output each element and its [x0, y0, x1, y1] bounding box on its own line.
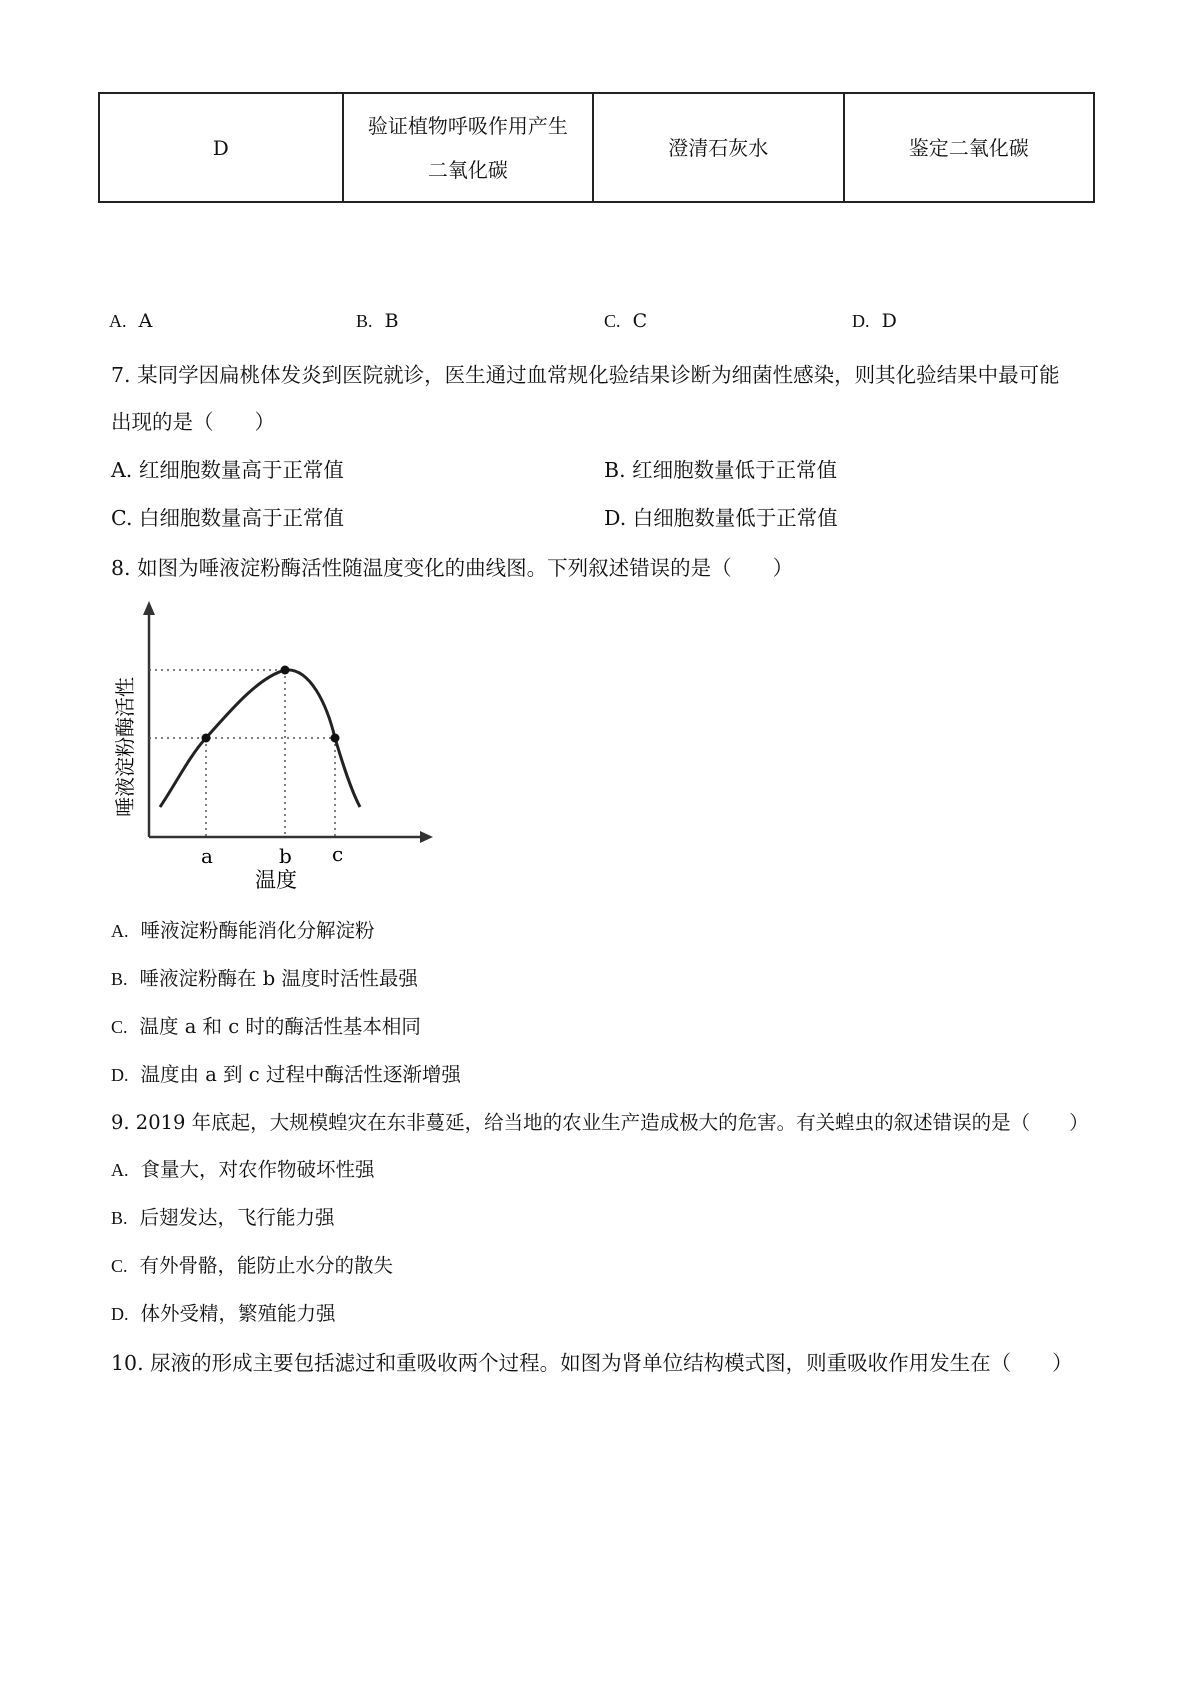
x-axis-label: 温度 [255, 868, 297, 892]
y-axis-label: 唾液淀粉酶活性 [113, 677, 137, 817]
q8-option-a[interactable]: A. 唾液淀粉酶能消化分解淀粉 [111, 919, 375, 942]
q9-option-b[interactable]: B. 后翅发达，飞行能力强 [111, 1206, 335, 1229]
x-axis-arrow-icon [420, 831, 433, 843]
table-cell-purpose [343, 93, 593, 202]
table-cell-reagent: 澄清石灰水 [593, 93, 843, 202]
table-cell-function: 鉴定二氧化碳 [844, 93, 1094, 202]
q6-option-c[interactable]: C. C [604, 310, 648, 332]
enzyme-activity-chart [105, 595, 435, 895]
point-c [331, 734, 340, 743]
q7-option-c[interactable]: C. 白细胞数量高于正常值 [111, 506, 344, 530]
q6-option-d[interactable]: D. D [852, 310, 897, 332]
point-b [281, 666, 290, 675]
point-a [202, 734, 211, 743]
q7-stem-line1: 7. 某同学因扁桃体发炎到医院就诊，医生通过血常规化验结果诊断为细菌性感染，则其化验结果中最可能 [111, 363, 1060, 387]
tick-label-a: a [201, 844, 213, 868]
q6-option-b[interactable]: B. B [356, 310, 399, 332]
q8-option-d[interactable]: D. 温度由 a 到 c 过程中酶活性逐渐增强 [111, 1063, 461, 1086]
table-cell-purpose-line2: 二氧化碳 [427, 157, 508, 182]
q8-option-c[interactable]: C. 温度 a 和 c 时的酶活性基本相同 [111, 1015, 421, 1038]
answer-table [98, 92, 1095, 203]
table-row [99, 93, 1094, 202]
q8-stem: 8. 如图为唾液淀粉酶活性随温度变化的曲线图。下列叙述错误的是（ ） [111, 556, 794, 580]
q7-stem-line2: 出现的是（ ） [111, 410, 275, 434]
table-cell-purpose-line1: 验证植物呼吸作用产生 [367, 113, 568, 138]
q9-option-c[interactable]: C. 有外骨骼，能防止水分的散失 [111, 1254, 394, 1277]
q9-stem: 9. 2019 年底起，大规模蝗灾在东非蔓延，给当地的农业生产造成极大的危害。有关蝗虫的叙述错误的是（ ） [111, 1111, 1089, 1134]
q8-option-b[interactable]: B. 唾液淀粉酶在 b 温度时活性最强 [111, 967, 418, 990]
tick-label-b: b [279, 844, 292, 868]
tick-label-c: c [332, 842, 344, 866]
q7-option-d[interactable]: D. 白细胞数量低于正常值 [604, 506, 838, 530]
q7-option-b[interactable]: B. 红细胞数量低于正常值 [604, 458, 838, 482]
y-axis-arrow-icon [143, 601, 155, 615]
q9-option-a[interactable]: A. 食量大，对农作物破坏性强 [111, 1158, 375, 1181]
table-cell-option: D [99, 93, 343, 202]
q6-option-a[interactable]: A. A [109, 310, 153, 332]
q7-option-a[interactable]: A. 红细胞数量高于正常值 [111, 458, 344, 482]
q9-option-d[interactable]: D. 体外受精，繁殖能力强 [111, 1302, 336, 1325]
q10-stem: 10. 尿液的形成主要包括滤过和重吸收两个过程。如图为肾单位结构模式图，则重吸收作用发生在（ ） [111, 1351, 1073, 1375]
